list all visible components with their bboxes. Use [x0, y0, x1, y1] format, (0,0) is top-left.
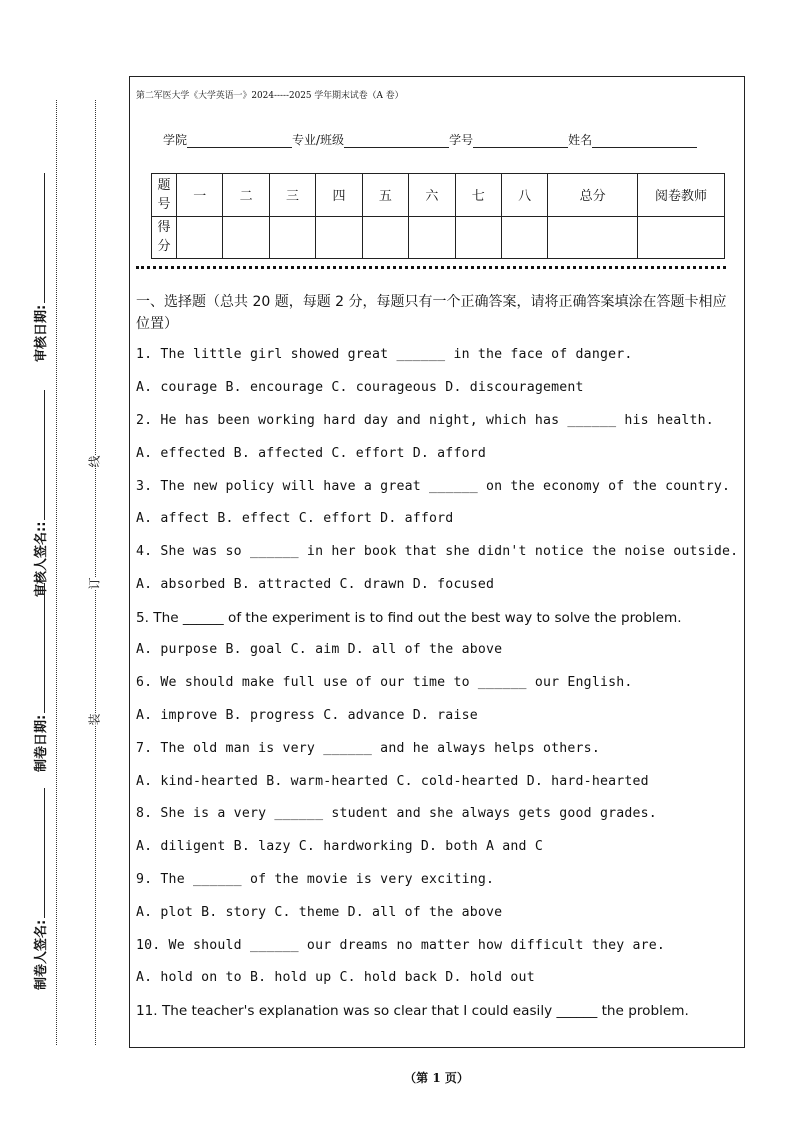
question-line: 1. The little girl showed great ______ in the face of danger. [136, 347, 633, 362]
options-line: A. plot B. story C. theme D. all of the above [136, 905, 503, 920]
page-number: （第 1 页） [404, 1071, 469, 1085]
make-sign-blank[interactable] [44, 788, 45, 918]
exam-title: 第二军医大学《大学英语一》2024-----2025 学年期末试卷（A 卷） [136, 91, 404, 101]
options-line: A. effected B. affected C. effort D. afford [136, 446, 487, 461]
options-line: A. kind-hearted B. warm-hearted C. cold-hearted D. hard-hearted [136, 774, 649, 789]
college-input[interactable] [187, 134, 292, 148]
col-8: 八 [501, 174, 547, 217]
options-line: A. improve B. progress C. advance D. raise [136, 708, 478, 723]
score-cell[interactable] [316, 216, 362, 259]
col-grader: 阅卷教师 [638, 174, 725, 217]
score-cell[interactable] [177, 216, 223, 259]
options-line: A. purpose B. goal C. aim D. all of the above [136, 642, 503, 657]
col-3: 三 [269, 174, 315, 217]
score-table [151, 173, 725, 259]
options-line: A. diligent B. lazy C. hardworking D. both A and C [136, 839, 543, 854]
cut-line-label-3: 装 [83, 713, 106, 725]
binding-dotted-line-outer [56, 100, 57, 1045]
section-heading: 一、选择题（总共 20 题，每题 2 分，每题只有一个正确答案，请将正确答案填涂在答题卡相应位置） [136, 294, 727, 332]
question-line: 10. We should ______ our dreams no matter how difficult they are. [136, 938, 666, 953]
options-line: A. affect B. effect C. effort D. afford [136, 511, 454, 526]
id-label: 学号 [449, 133, 474, 147]
score-cell[interactable] [269, 216, 315, 259]
score-cell[interactable] [362, 216, 408, 259]
review-sign-blank[interactable] [44, 390, 45, 520]
make-date-blank[interactable] [44, 583, 45, 713]
col-2: 二 [223, 174, 269, 217]
name-input[interactable] [592, 134, 697, 148]
college-label: 学院 [163, 133, 188, 147]
major-input[interactable] [344, 134, 449, 148]
question-line: 3. The new policy will have a great ______ on the economy of the country. [136, 479, 731, 494]
student-info-row [163, 131, 697, 148]
make-date-field [30, 583, 49, 772]
make-sign-label: 制卷人签名: [34, 919, 49, 990]
question-line: 2. He has been working hard day and night, which has ______ his health. [136, 413, 714, 428]
cut-line-label-1: 线 [83, 455, 106, 467]
review-date-field [30, 173, 49, 362]
col-total: 总分 [548, 174, 638, 217]
score-cell[interactable] [223, 216, 269, 259]
col-6: 六 [409, 174, 455, 217]
question-line: 9. The ______ of the movie is very exciting. [136, 872, 495, 887]
review-sign-label: 审核人签名:: [34, 521, 49, 597]
question-number-header: 题号 [152, 174, 177, 217]
review-date-label: 审核日期: [34, 304, 49, 362]
major-label: 专业/班级 [292, 133, 345, 147]
score-row-header: 得分 [152, 216, 177, 259]
review-sign-field [30, 390, 49, 597]
col-5: 五 [362, 174, 408, 217]
options-line: A. courage B. encourage C. courageous D. discouragement [136, 380, 584, 395]
score-cell-grader[interactable] [638, 216, 725, 259]
question-line: 8. She is a very ______ student and she always gets good grades. [136, 806, 657, 821]
binding-dotted-line-inner [95, 100, 96, 1045]
student-id-input[interactable] [473, 134, 568, 148]
col-1: 一 [177, 174, 223, 217]
options-line: A. absorbed B. attracted C. drawn D. focused [136, 577, 495, 592]
name-label: 姓名 [568, 133, 593, 147]
score-cell[interactable] [501, 216, 547, 259]
score-table-header-row [152, 174, 725, 217]
col-4: 四 [316, 174, 362, 217]
question-line: 5. The ______ of the experiment is to find out the best way to solve the problem. [136, 610, 682, 626]
make-sign-field [30, 788, 49, 990]
question-line: 11. The teacher's explanation was so clear that I could easily ______ the problem. [136, 1003, 689, 1019]
dotted-separator [136, 266, 726, 269]
cut-line-label-2: 订 [83, 577, 106, 589]
score-table-score-row [152, 216, 725, 259]
review-date-blank[interactable] [44, 173, 45, 303]
score-cell[interactable] [455, 216, 501, 259]
question-line: 6. We should make full use of our time to ______ our English. [136, 675, 633, 690]
col-7: 七 [455, 174, 501, 217]
options-line: A. hold on to B. hold up C. hold back D. hold out [136, 970, 535, 985]
score-cell[interactable] [409, 216, 455, 259]
question-line: 7. The old man is very ______ and he always helps others. [136, 741, 600, 756]
score-cell-total[interactable] [548, 216, 638, 259]
question-line: 4. She was so ______ in her book that she didn't notice the noise outside. [136, 544, 739, 559]
make-date-label: 制卷日期: [34, 714, 49, 772]
